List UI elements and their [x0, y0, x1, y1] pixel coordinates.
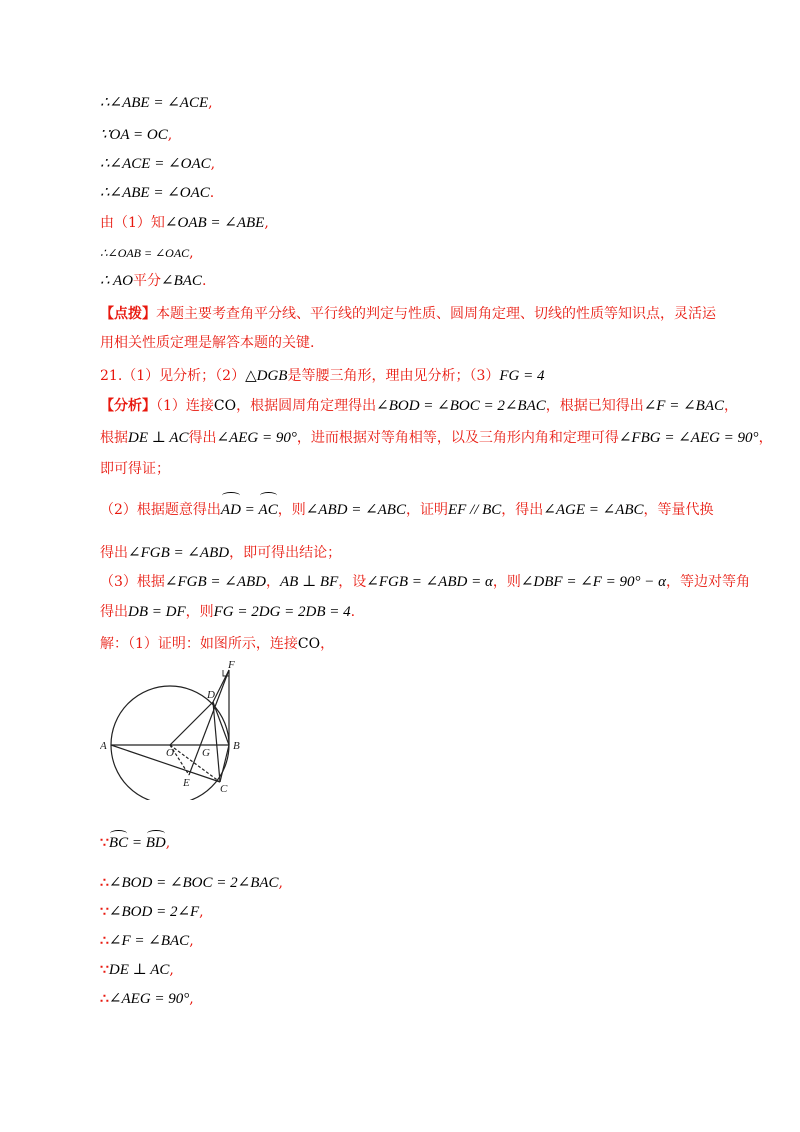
segment-fe: [189, 670, 229, 775]
label-e: E: [183, 777, 190, 789]
analysis-line-4: （2）根据题意得出AD = AC，则∠ABD = ∠ABC，证明EF // BC，得出∠AGE = ∠ABC，等量代换: [100, 496, 714, 524]
line-ao-bisects: ∴ AO平分∠BAC.: [100, 273, 207, 289]
line-ace-oac: ∴∠ACE = ∠OAC,: [100, 156, 216, 172]
tip-line-2: 用相关性质定理是解答本题的关键.: [100, 335, 315, 351]
label-f: F: [228, 660, 235, 671]
arc-bc: BC: [108, 835, 129, 851]
line-oa-oc: ∵OA = OC,: [100, 127, 173, 143]
analysis-line-1: 【分析】（1）连接CO，根据圆周角定理得出∠BOD = ∠BOC = 2∠BAC，根据已知得出∠F = ∠BAC，: [100, 398, 738, 414]
proof-step-5: ∵DE ⊥ AC,: [100, 962, 174, 978]
arc-ac: AC: [259, 496, 278, 524]
label-o: O: [166, 747, 174, 759]
proof-step-4: ∴∠F = ∠BAC,: [100, 933, 194, 949]
proof-step-6: ∴∠AEG = 90°,: [100, 991, 194, 1007]
arc-ad: AD: [221, 496, 241, 524]
label-c: C: [220, 783, 228, 795]
analysis-line-6: （3）根据∠FGB = ∠ABD，AB ⊥ BF，设∠FGB = ∠ABD = α，则∠DBF = ∠F = 90° − α，等边对等角: [100, 574, 751, 590]
arc-bd: BD: [145, 835, 166, 851]
line-from-part1: 由（1）知∠OAB = ∠ABE,: [100, 215, 269, 231]
proof-step-1: ∵BC = BD,: [100, 835, 171, 851]
segment-dc: [213, 702, 220, 782]
segment-fd: [213, 670, 229, 702]
segment-od: [170, 702, 213, 745]
analysis-line-2: 根据DE ⊥ AC得出∠AEG = 90°，进而根据对等角相等，以及三角形内角和定理可得∠FBG = ∠AEG = 90°，: [100, 430, 773, 446]
proof-step-2: ∴∠BOD = ∠BOC = 2∠BAC,: [100, 875, 283, 891]
analysis-line-7: 得出DB = DF，则FG = 2DG = 2DB = 4.: [100, 604, 356, 620]
proof-step-3: ∵∠BOD = 2∠F,: [100, 904, 204, 920]
label-g: G: [202, 747, 210, 759]
label-b: B: [233, 740, 240, 752]
tip-line-1: 【点拨】本题主要考查角平分线、平行线的判定与性质、圆周角定理、切线的性质等知识点，灵活运: [100, 306, 716, 322]
geometry-figure: [100, 660, 280, 800]
line-abe-ace: ∴∠ABE = ∠ACE,: [100, 95, 213, 111]
segment-oc: [170, 745, 220, 782]
line-abe-oac: ∴∠ABE = ∠OAC.: [100, 185, 215, 201]
line-oab-oac: ∴∠OAB = ∠OAC,: [100, 245, 194, 261]
label-a: A: [100, 740, 107, 752]
q21-answer: 21.（1）见分析；（2）△DGB是等腰三角形，理由见分析；（3）FG = 4: [100, 368, 545, 384]
analysis-line-5: 得出∠FGB = ∠ABD，即可得出结论；: [100, 545, 342, 561]
solution-heading: 解：（1）证明：如图所示，连接CO，: [100, 636, 335, 652]
segment-bc: [220, 745, 229, 782]
analysis-line-3: 即可得证；: [100, 461, 170, 477]
label-d: D: [207, 689, 215, 701]
